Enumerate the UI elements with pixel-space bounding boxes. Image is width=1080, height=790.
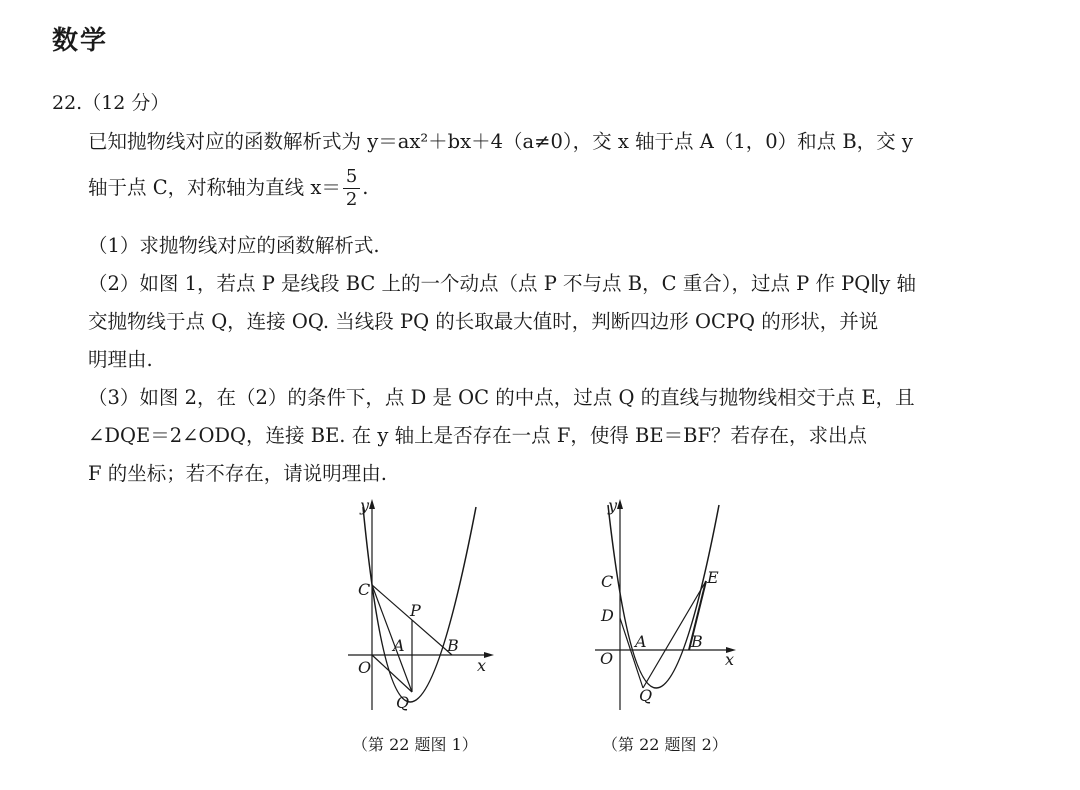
figure-1-caption: （第 22 题图 1）: [352, 735, 478, 754]
fig2-label-e: E: [707, 568, 719, 587]
stem-line-1: 已知抛物线对应的函数解析式为 y＝ax²＋bx＋4（a≠0），交 x 轴于点 A（1，0）和点 B，交 y: [88, 130, 913, 153]
fraction-five-halves: [343, 166, 360, 211]
fig1-label-c: C: [358, 580, 371, 599]
fig1-y-arrow: [369, 499, 375, 509]
figure-2-caption: （第 22 题图 2）: [602, 735, 728, 754]
fig1-segment-cq: [372, 585, 412, 692]
stem-line-2-prefix: 轴于点 C，对称轴为直线 x＝: [88, 176, 341, 199]
fig2-segment-dq: [620, 618, 643, 688]
part-1: （1）求抛物线对应的函数解析式.: [88, 234, 380, 257]
fig1-label-b: B: [447, 636, 459, 655]
part-3-line-2: ∠DQE＝2∠ODQ，连接 BE. 在 y 轴上是否存在一点 F，使得 BE＝BF？若存在，求出点: [88, 424, 867, 447]
fig2-label-q: Q: [639, 686, 653, 705]
fig1-label-o: O: [358, 658, 372, 677]
fig1-label-p: P: [410, 601, 421, 620]
stem-line-2: [88, 166, 1013, 211]
fig2-label-x: x: [725, 650, 735, 669]
fig1-segment-oq: [372, 655, 412, 692]
fig2-label-c: C: [601, 572, 614, 591]
figure-1-diagram: [330, 495, 510, 720]
fig1-label-y: y: [360, 496, 370, 515]
fig1-label-x: x: [477, 656, 487, 675]
part-3-line-3: F 的坐标；若不存在，请说明理由.: [88, 462, 387, 485]
fig2-label-o: O: [600, 649, 614, 668]
fig2-label-a: A: [635, 632, 647, 651]
part-2-line-3: 明理由.: [88, 348, 153, 371]
part-2-line-1: （2）如图 1，若点 P 是线段 BC 上的一个动点（点 P 不与点 B，C 重合），过点 P 作 PQ∥y 轴: [88, 272, 916, 295]
subject-title: 数学: [52, 26, 109, 56]
fig2-label-y: y: [608, 496, 618, 515]
stem-line-2-suffix: .: [362, 176, 369, 199]
fig1-label-q: Q: [396, 693, 410, 712]
fraction-numerator: 5: [343, 166, 360, 189]
part-3-line-1: （3）如图 2，在（2）的条件下，点 D 是 OC 的中点，过点 Q 的直线与抛物线相交于点 E，且: [88, 386, 915, 409]
fig1-label-a: A: [393, 636, 405, 655]
fig2-label-b: B: [691, 632, 703, 651]
fig2-y-arrow: [617, 499, 623, 509]
figure-2-diagram: [580, 495, 760, 720]
part-2-line-2: 交抛物线于点 Q，连接 OQ. 当线段 PQ 的长取最大值时，判断四边形 OCPQ 的形状，并说: [88, 310, 879, 333]
fraction-denominator: 2: [345, 189, 358, 210]
fig2-label-d: D: [601, 606, 614, 625]
question-number: 22.（12 分）: [52, 92, 170, 114]
